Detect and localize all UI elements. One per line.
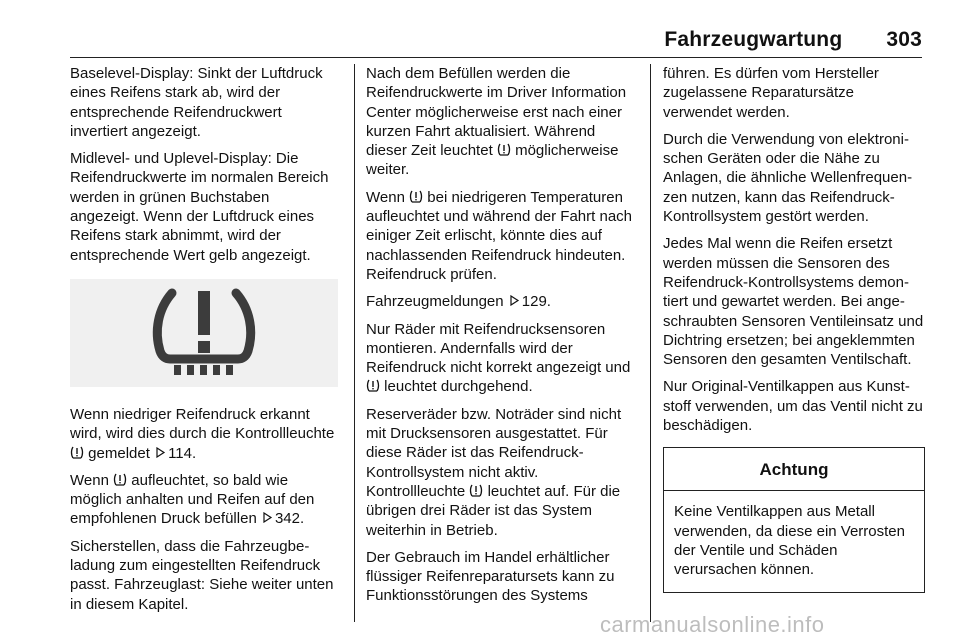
- paragraph: Nur Original-Ventilkappen aus Kunststoff verwenden, um das Ventil nicht zu beschädigen.: [663, 378, 923, 435]
- watermark: carmanualsonline.info: [600, 612, 825, 637]
- page-reference-link[interactable]: 342.: [274, 510, 305, 528]
- tire-pressure-warning-icon: [497, 143, 511, 157]
- tire-pressure-warning-figure: [70, 279, 338, 387]
- page-reference-arrow-icon: [510, 295, 520, 306]
- paragraph: Durch die Verwendung von elektronischen Geräten oder die Nähe zu Anlagen, die ähnliche Wellenfrequenzen nutzen, kann das Reifendruck-Kontrollsystem gestört werden.: [663, 130, 913, 226]
- page-header: [664, 26, 922, 52]
- column-divider: [650, 64, 651, 622]
- caution-box-text: Keine Ventilkappen aus Metall verwenden, da diese ein Verrosten der Ventile und Schäden verursachen können.: [674, 503, 905, 579]
- text-column-2: [366, 64, 636, 614]
- caution-box: [663, 447, 925, 592]
- paragraph: Nach dem Befüllen werden die Reifendruckwerte im Driver Information Center möglicherweise erst nach einer kurzen Fahrt aktualisiert. Während dieser Zeit leuchtet möglicherweise weiter.: [366, 65, 627, 179]
- column-divider: [354, 64, 355, 622]
- tire-pressure-warning-icon: [70, 446, 84, 460]
- tire-pressure-warning-icon: [366, 379, 380, 393]
- page-reference-arrow-icon: [156, 447, 166, 458]
- paragraph: Wenn bei niedrigeren Temperaturen aufleuchtet und während der Fahrt nach einiger Zeit erlischt, könnte dies auf nachlassenden Reifendruck hindeuten. Reifendruck prüfen.: [366, 188, 633, 283]
- paragraph: Fahrzeugmeldungen 129.: [366, 293, 551, 311]
- paragraph: Midlevel- und Uplevel-Display: Die Reifendruckwerte im normalen Bereich werden in grünen Buchstaben angezeigt. Wenn der Luftdruck eines Reifens stark abnimmt, wird der entsprechende Wert gelb angezeigt.: [70, 150, 329, 264]
- text-column-1: [70, 64, 342, 622]
- page-reference-arrow-icon: [263, 512, 273, 523]
- caution-box-title: Achtung: [664, 448, 924, 491]
- paragraph: Wenn aufleuchtet, so bald wie möglich anhalten und Reifen auf den empfohlenen Druck befüllen 342.: [70, 471, 315, 528]
- tire-pressure-warning-icon: [409, 190, 423, 204]
- page-number: 303: [886, 28, 922, 51]
- tire-pressure-warning-icon: [469, 484, 483, 498]
- paragraph: führen. Es dürfen vom Hersteller zugelassene Reparatursätze verwendet werden.: [663, 65, 879, 121]
- paragraph: Der Gebrauch im Handel erhältlicher flüssiger Reifenreparatursets kann zu Funktionsstörungen des Systems: [366, 548, 615, 605]
- paragraph: Jedes Mal wenn die Reifen ersetzt werden müssen die Sensoren des Reifendruck-Kontrollsystems demontiert und gewartet werden. Bei angeschraubten Sensoren Ventileinsatz und Dichtring ersetzen; bei angeklemmten Sensoren den gesamten Ventilschaft.: [663, 235, 924, 369]
- tire-pressure-warning-icon: [113, 473, 127, 487]
- paragraph: Reserveräder bzw. Noträder sind nicht mit Drucksensoren ausgestattet. Für diese Räder ist das Reifendruck-Kontrollsystem nicht aktiv. Kontrollleuchte leuchtet auf. Für die übrigen drei Räder ist das System weiterhin in Betrieb.: [366, 405, 622, 539]
- paragraph: Wenn niedriger Reifendruck erkannt wird, wird dies durch die Kontrollleuchte gemeldet 114.: [70, 405, 335, 462]
- paragraph: Sicherstellen, dass die Fahrzeugbeladung zum eingestellten Reifendruck passt. Fahrzeuglast: Siehe weiter unten in diesem Kapitel.: [70, 537, 334, 613]
- page-reference-link[interactable]: 129.: [521, 293, 551, 311]
- tire-pressure-warning-icon: [144, 285, 264, 381]
- chapter-title: Fahrzeugwartung: [664, 28, 843, 51]
- text-column-3: [663, 64, 925, 593]
- paragraph: Baselevel-Display: Sinkt der Luftdruck eines Reifens stark ab, wird der entsprechende Reifendruckwert invertiert angezeigt.: [70, 65, 323, 140]
- header-divider: [70, 57, 922, 58]
- paragraph: Nur Räder mit Reifendrucksensoren montieren. Andernfalls wird der Reifendruck nicht korrekt angezeigt und leuchtet durchgehend.: [366, 320, 631, 396]
- page-reference-link[interactable]: 114.: [168, 444, 197, 462]
